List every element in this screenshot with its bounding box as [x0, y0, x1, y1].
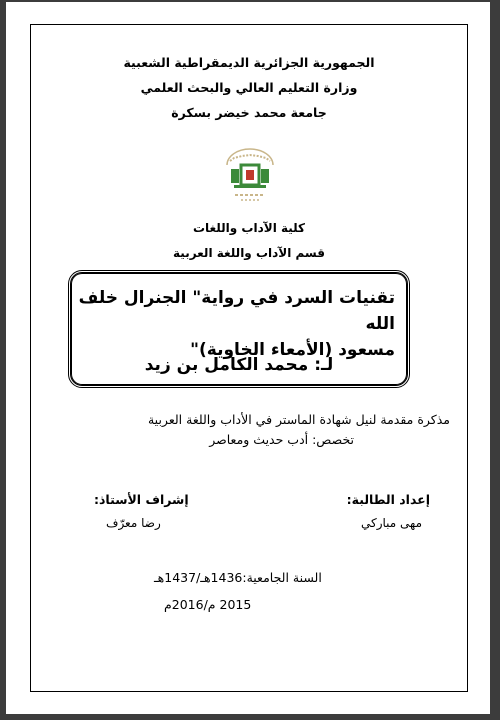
supervisor-name: رضا معرّف	[106, 516, 161, 530]
title-line-1: تقنيات السرد في رواية" الجنرال خلف الله	[78, 288, 395, 334]
thesis-title	[77, 285, 395, 363]
novel-author: لـ: محمد الكامل بن زيد	[144, 355, 334, 375]
university-heading: جامعة محمد خيضر بسكرة	[171, 105, 327, 120]
university-logo	[221, 143, 279, 213]
department-name: قسم الآداب واللغة العربية	[173, 246, 325, 260]
academic-year-gregorian: 2015 م/2016م	[164, 597, 252, 612]
republic-heading: الجمهورية الجزائرية الديمقراطية الشعبية	[123, 55, 375, 70]
memo-specialty: تخصص: أدب حديث ومعاصر	[209, 432, 354, 447]
student-label: إعداد الطالبة:	[346, 492, 430, 507]
faculty-name: كلية الآداب واللغات	[192, 221, 306, 235]
student-name: مهى مباركي	[361, 516, 422, 530]
memo-description	[50, 410, 450, 450]
ministry-heading: وزارة التعليم العالي والبحث العلمي	[140, 80, 358, 95]
memo-purpose: مذكرة مقدمة لنيل شهادة الماستر في الأداب واللغة العربية	[147, 412, 450, 427]
title-box	[68, 270, 410, 388]
document-page	[6, 2, 490, 714]
supervisor-label: إشراف الأستاذ:	[94, 492, 189, 507]
academic-year-hijri: السنة الجامعية:1436هـ/1437هـ	[154, 570, 322, 585]
title-line-2: مسعود (الأمعاء الخاوية)"	[190, 340, 395, 360]
